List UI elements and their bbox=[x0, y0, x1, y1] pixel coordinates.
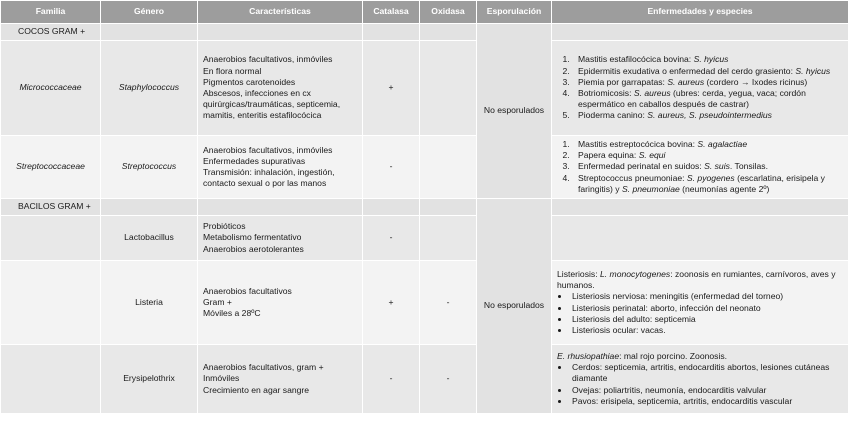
esporulacion-bacilos: No esporulados bbox=[477, 199, 552, 414]
oxidasa-cell: - bbox=[420, 261, 477, 345]
table-row-streptococcaceae bbox=[1, 136, 848, 199]
catalasa-cell: - bbox=[363, 345, 420, 414]
header-oxidasa: Oxidasa bbox=[420, 1, 477, 24]
section-label-cocos: COCOS GRAM + bbox=[1, 24, 101, 41]
enfermedades-cell bbox=[552, 41, 848, 136]
catalasa-cell: + bbox=[363, 261, 420, 345]
enfermedades-cell: Listeriosis: L. monocytogenes: zoonosis en rumiantes, carnívoros, aves y humanos. • Listeriosis nerviosa: meningitis (enfermedad del torneo) • Listeriosis perinatal: aborto, infección del neonato • Listeriosis del adulto: septicemia • Listeriosis ocular: vacas. bbox=[552, 261, 848, 345]
enfermedades-cell: E. rhusiopathiae: mal rojo porcino. Zoonosis. • Cerdos: septicemia, artritis, endocarditis abortos, lesiones cutáneas diamante • Ovejas: poliartritis, neumonía, endocarditis valvular • Pavos: erisipela, septicemia, artritis, endocarditis vascular bbox=[552, 345, 848, 414]
list-item: • Pavos: erisipela, septicemia, artritis, endocarditis vascular bbox=[570, 396, 843, 407]
header-enfermedades: Enfermedades y especies bbox=[552, 1, 848, 24]
familia-cell bbox=[1, 261, 101, 345]
genero-cell: Streptococcus bbox=[101, 136, 198, 199]
enfermedades-list bbox=[557, 139, 843, 195]
list-item: • Ovejas: poliartritis, neumonía, endocarditis valvular bbox=[570, 385, 843, 396]
section-label-bacilos: BACILOS GRAM + bbox=[1, 199, 101, 216]
catalasa-cell: - bbox=[363, 136, 420, 199]
list-item: 5. Pioderma canino: S. aureus, S. pseudointermedius bbox=[572, 110, 843, 121]
enfermedades-cell bbox=[552, 136, 848, 199]
header-catalasa: Catalasa bbox=[363, 1, 420, 24]
list-item: • Listeriosis del adulto: septicemia bbox=[570, 314, 843, 325]
enfermedades-list bbox=[557, 291, 843, 336]
list-item: 4. Botriomicosis: S. aureus (ubres: cerda, yegua, vaca; cordón espermático en caballos después de castrar) bbox=[572, 88, 843, 110]
list-item: 3. Piemia por garrapatas: S. aureus (cordero → Ixodes ricinus) bbox=[572, 77, 843, 88]
list-item: • Cerdos: septicemia, artritis, endocarditis abortos, lesiones cutáneas diamante bbox=[570, 362, 843, 384]
list-item: 3. Enfermedad perinatal en suidos: S. suis. Tonsilas. bbox=[572, 161, 843, 172]
table-row-listeria bbox=[1, 261, 848, 345]
list-item: • Listeriosis perinatal: aborto, infección del neonato bbox=[570, 303, 843, 314]
list-item: 1. Mastitis estreptocócica bovina: S. agalactiae bbox=[572, 139, 843, 150]
familia-cell bbox=[1, 345, 101, 414]
list-item: 2. Papera equina: S. equi bbox=[572, 150, 843, 161]
header-caracteristicas: Características bbox=[198, 1, 363, 24]
section-row-cocos bbox=[1, 24, 848, 41]
oxidasa-cell bbox=[420, 41, 477, 136]
caracteristicas-cell: Anaerobios facultativos, inmóviles Enfermedades supurativas Transmisión: inhalación, ingestión, contacto sexual o por las manos bbox=[198, 136, 363, 199]
caracteristicas-cell: Anaerobios facultativos, inmóviles En flora normal Pigmentos carotenoides Abscesos, infecciones en cx quirúrgicas/traumáticas, septicemia, mamitis, enteritis estafilocócica bbox=[198, 41, 363, 136]
catalasa-cell: - bbox=[363, 216, 420, 261]
list-item: • Listeriosis nerviosa: meningitis (enfermedad del torneo) bbox=[570, 291, 843, 302]
header-familia: Familia bbox=[1, 1, 101, 24]
caracteristicas-cell: Anaerobios facultativos, gram + Inmóviles Crecimiento en agar sangre bbox=[198, 345, 363, 414]
catalasa-cell: + bbox=[363, 41, 420, 136]
enfermedades-list bbox=[557, 54, 843, 121]
oxidasa-cell bbox=[420, 136, 477, 199]
familia-cell: Micrococcaceae bbox=[1, 41, 101, 136]
list-item: • Listeriosis ocular: vacas. bbox=[570, 325, 843, 336]
table-row-erysipelothrix bbox=[1, 345, 848, 414]
table-row-micrococcaceae bbox=[1, 41, 848, 136]
oxidasa-cell: - bbox=[420, 345, 477, 414]
genero-cell: Listeria bbox=[101, 261, 198, 345]
header-row bbox=[1, 1, 848, 24]
section-row-bacilos bbox=[1, 199, 848, 216]
caracteristicas-cell: Anaerobios facultativos Gram + Móviles a 28ºC bbox=[198, 261, 363, 345]
enfermedades-cell bbox=[552, 216, 848, 261]
list-item: 1. Mastitis estafilocócica bovina: S. hyicus bbox=[572, 54, 843, 65]
header-esporulacion: Esporulación bbox=[477, 1, 552, 24]
esporulacion-cocos: No esporulados bbox=[477, 24, 552, 199]
header-genero: Género bbox=[101, 1, 198, 24]
genero-cell: Lactobacillus bbox=[101, 216, 198, 261]
caracteristicas-cell: Probióticos Metabolismo fermentativo Anaerobios aerotolerantes bbox=[198, 216, 363, 261]
familia-cell bbox=[1, 216, 101, 261]
genero-cell: Staphylococcus bbox=[101, 41, 198, 136]
oxidasa-cell bbox=[420, 216, 477, 261]
list-item: 4. Streptococcus pneumoniae: S. pyogenes (escarlatina, erisipela y faringitis) y S. pneumoniae (neumonías agente 2º) bbox=[572, 173, 843, 195]
enfermedades-list bbox=[557, 362, 843, 407]
table-row-lactobacillus bbox=[1, 216, 848, 261]
familia-cell: Streptococcaceae bbox=[1, 136, 101, 199]
genero-cell: Erysipelothrix bbox=[101, 345, 198, 414]
list-item: 2. Epidermitis exudativa o enfermedad del cerdo grasiento: S. hyicus bbox=[572, 66, 843, 77]
